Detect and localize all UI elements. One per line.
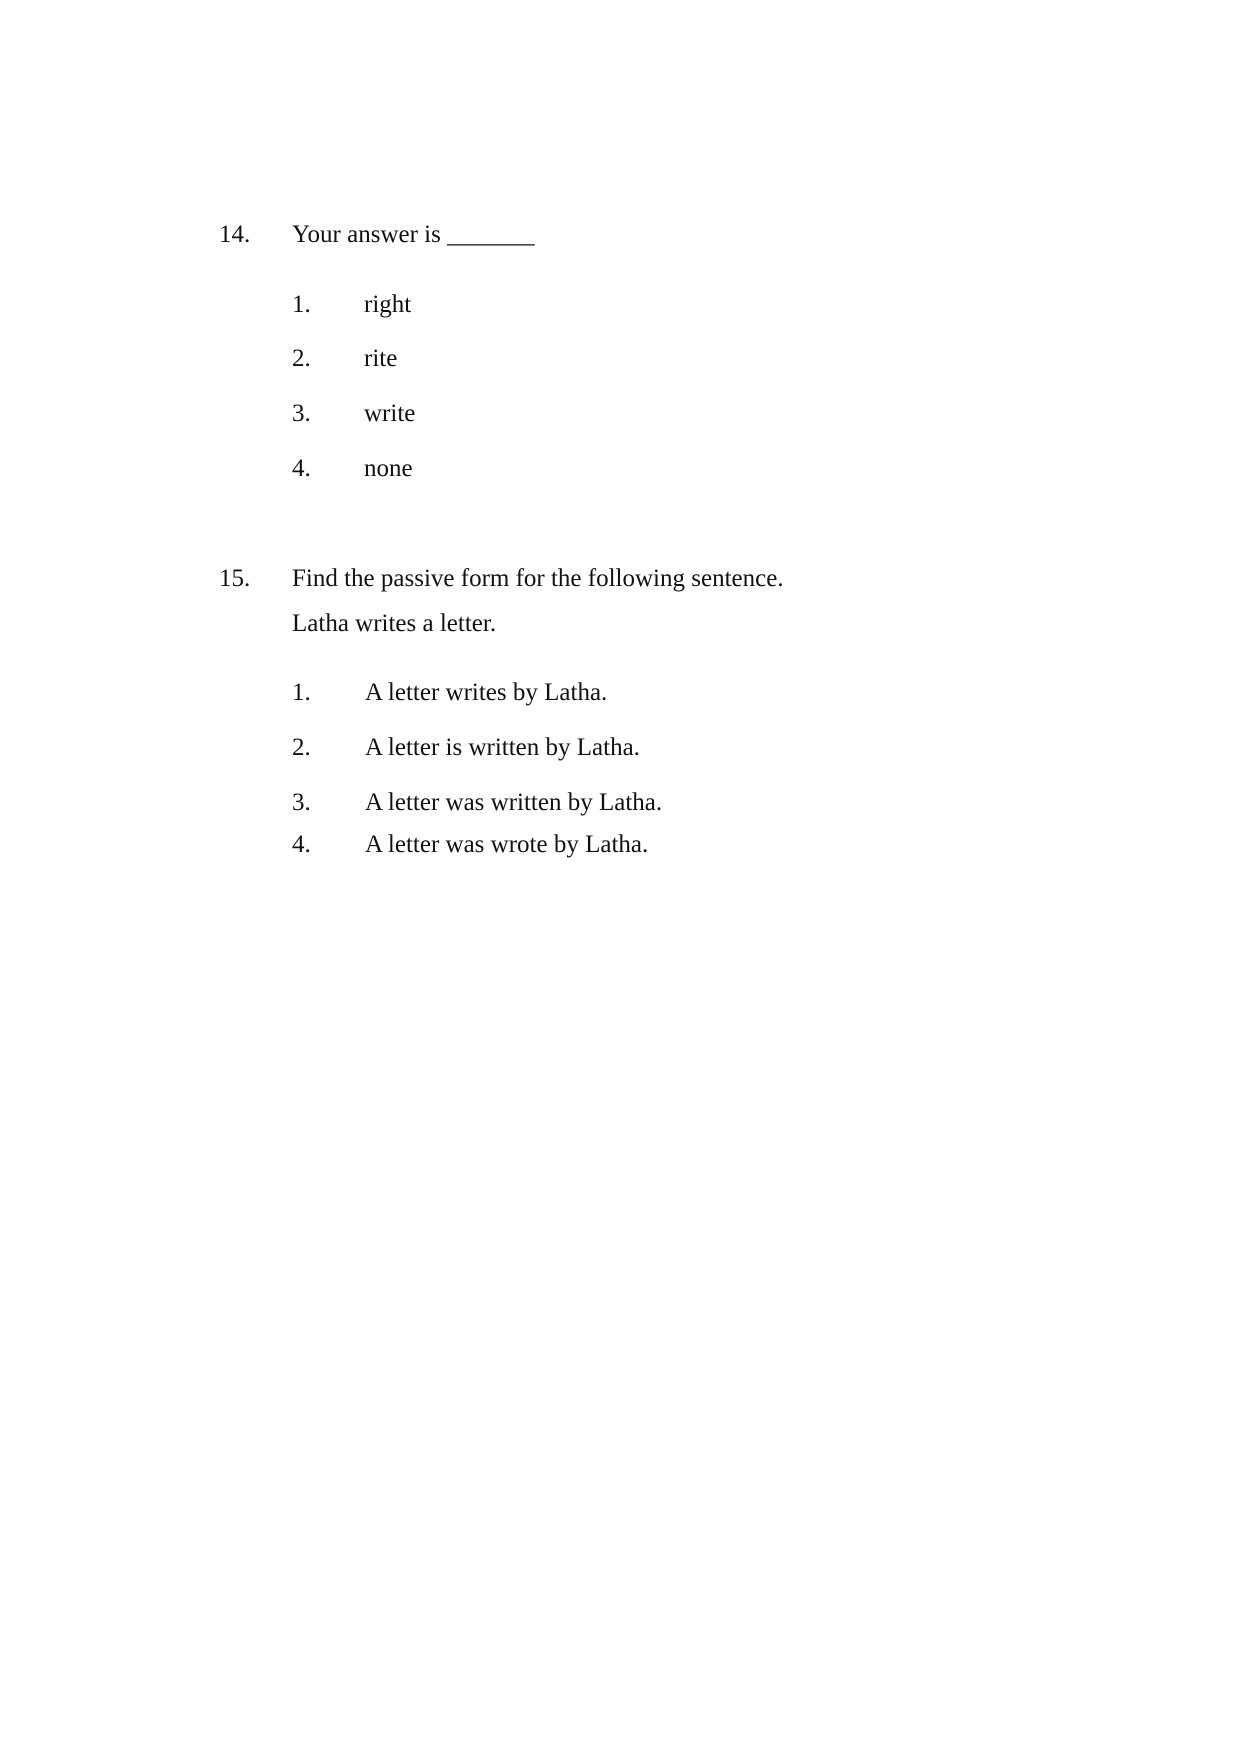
option-text: A letter writes by Latha. <box>365 679 608 706</box>
option-number: 3. <box>292 789 311 816</box>
option-text: A letter was written by Latha. <box>365 789 663 816</box>
option-number: 2. <box>292 345 311 372</box>
question-sentence: Latha writes a letter. <box>292 610 497 637</box>
option-number: 1. <box>292 291 311 318</box>
option-text: A letter was wrote by Latha. <box>365 831 649 858</box>
option-number: 3. <box>292 400 311 427</box>
option-number: 4. <box>292 831 311 858</box>
option-number: 1. <box>292 679 311 706</box>
option-text: write <box>364 400 416 427</box>
option-text: A letter is written by Latha. <box>365 734 640 761</box>
question-prompt: Find the passive form for the following sentence. <box>292 565 784 592</box>
question-prompt: Your answer is _______ <box>292 221 535 248</box>
question-number: 15. <box>219 565 251 592</box>
option-text: none <box>364 455 413 482</box>
question-number: 14. <box>219 221 251 248</box>
option-text: rite <box>364 345 398 372</box>
option-text: right <box>364 291 412 318</box>
option-number: 2. <box>292 734 311 761</box>
option-number: 4. <box>292 455 311 482</box>
